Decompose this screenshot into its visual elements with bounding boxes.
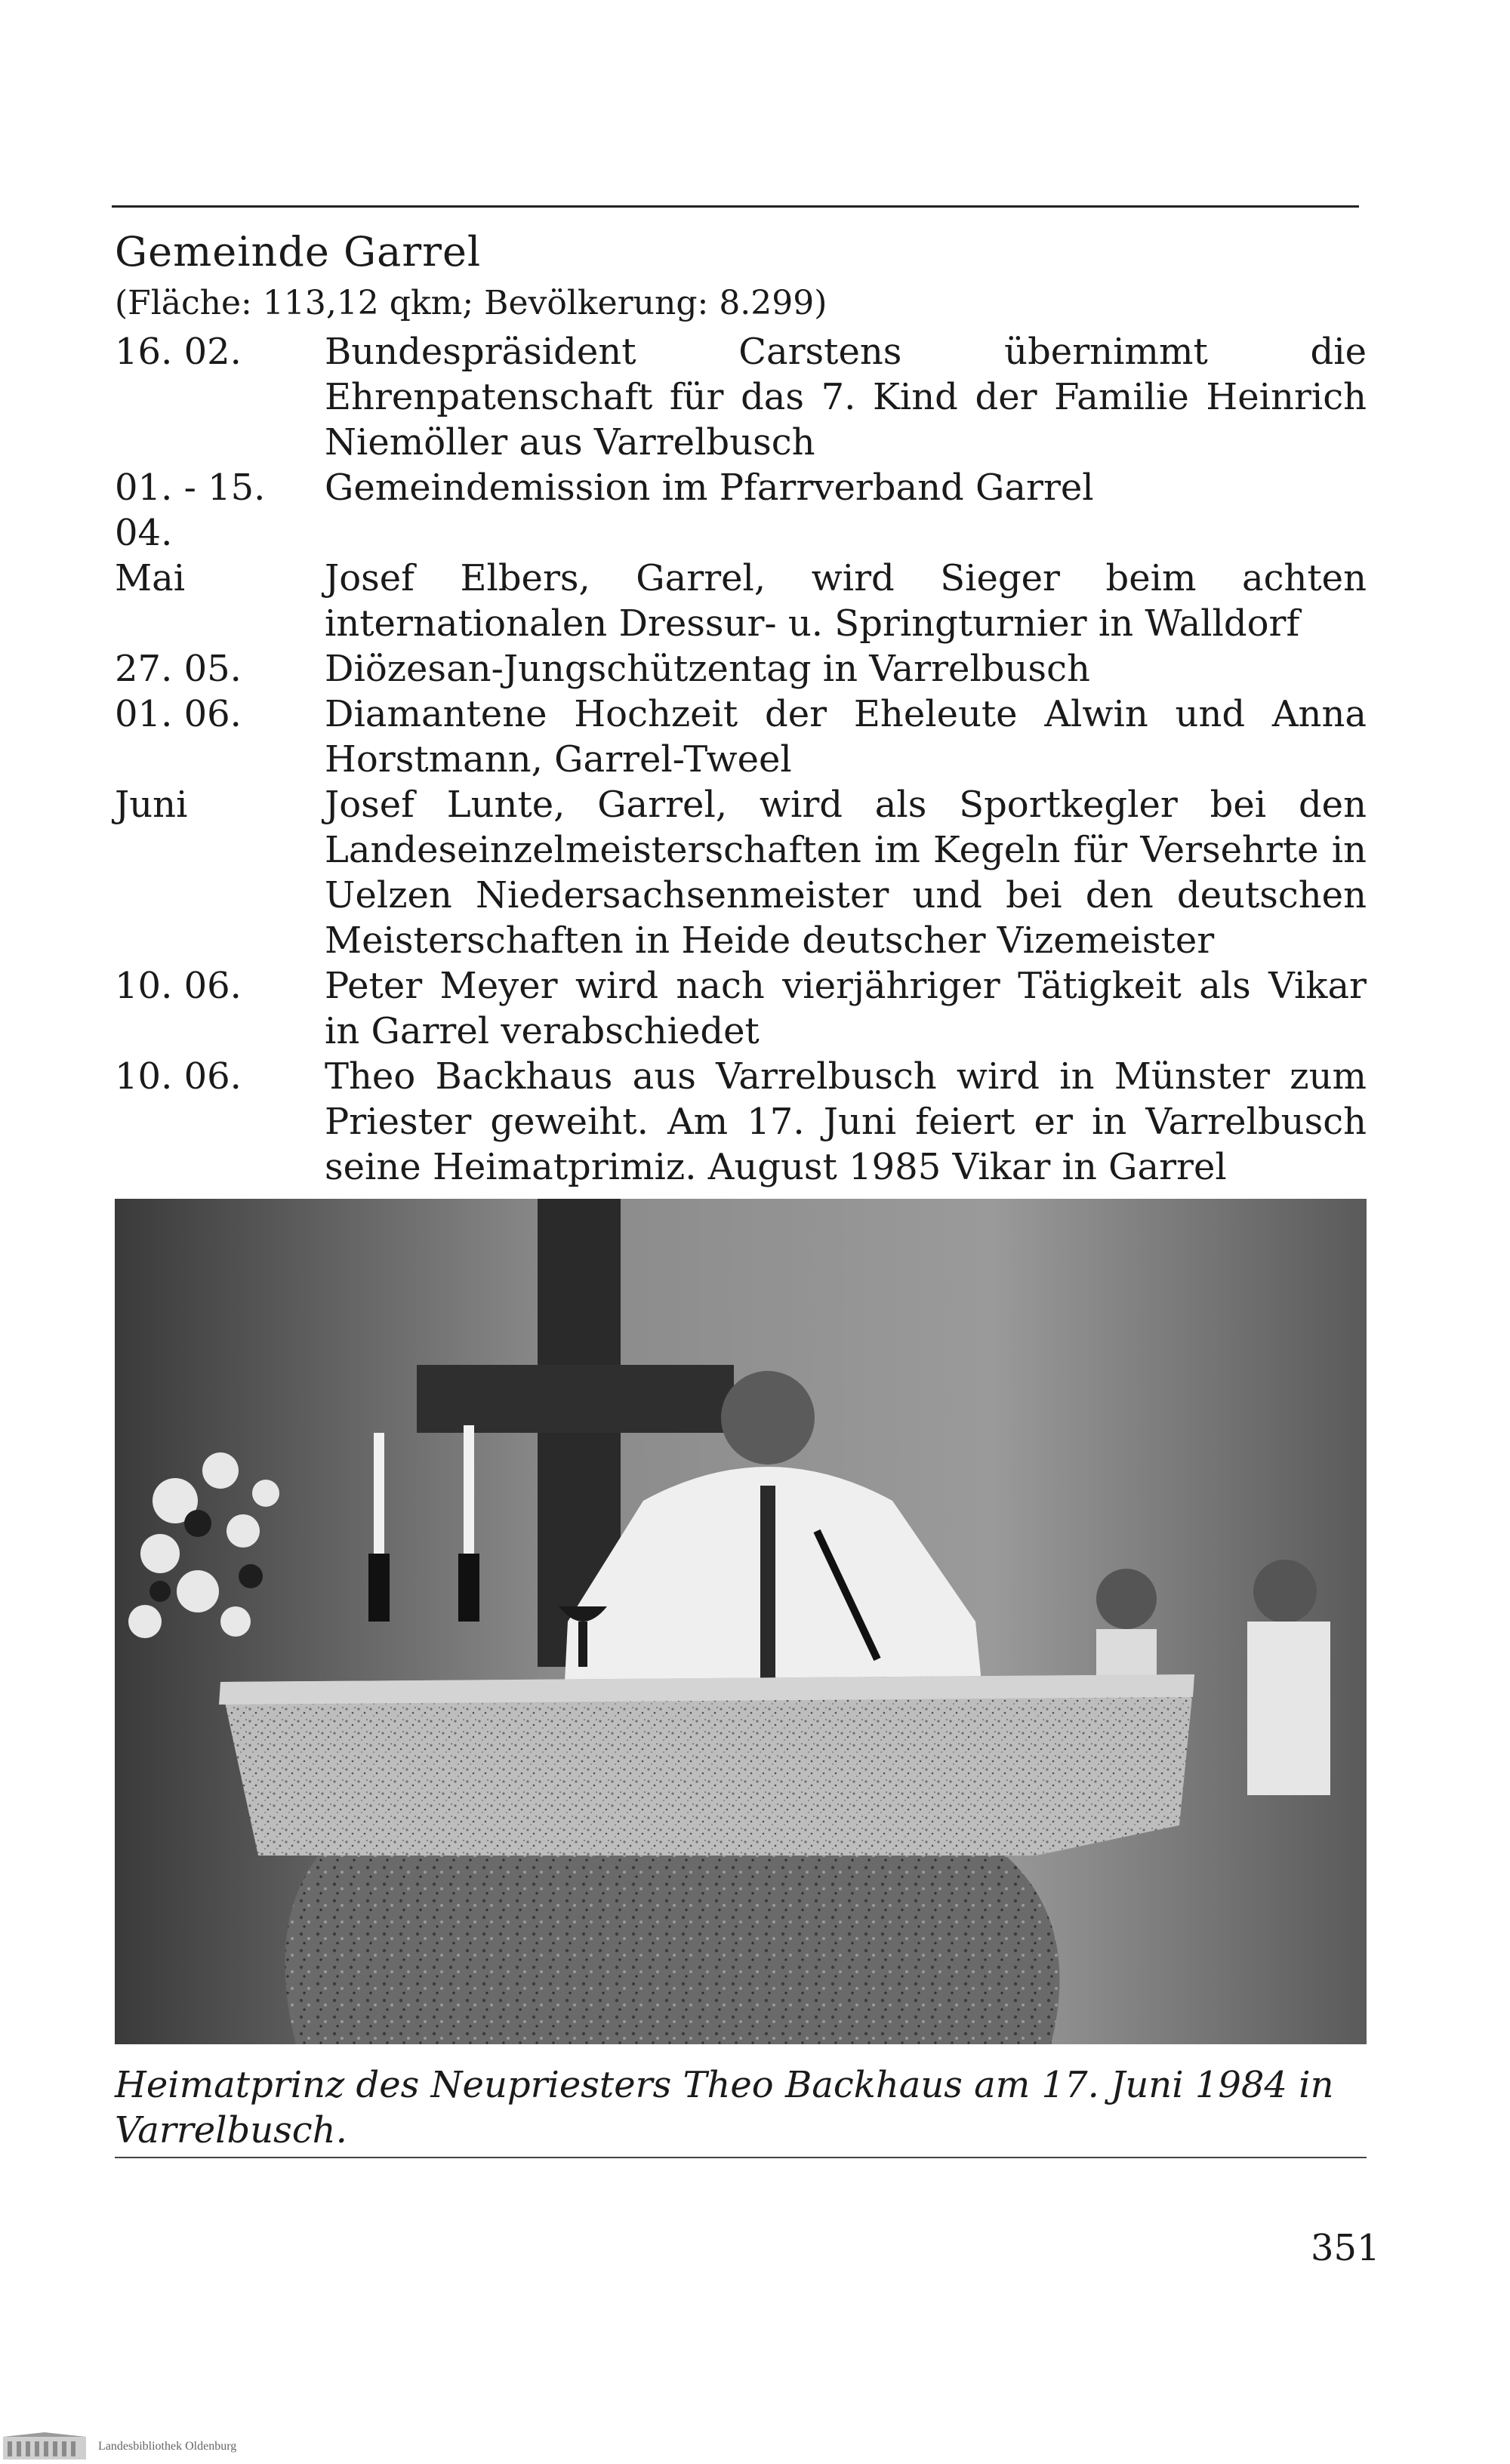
library-name: Landesbibliothek Oldenburg	[98, 2440, 237, 2453]
chronicle-entry	[115, 329, 1368, 465]
entry-text: Diözesan-Jungschützentag in Varrelbusch	[325, 648, 1090, 690]
chronicle-entry	[115, 646, 1368, 691]
entry-date: 16. 02.	[115, 331, 242, 373]
section-title: Gemeinde Garrel	[115, 228, 482, 276]
altar-photo	[115, 1199, 1367, 2044]
entry-date: 10. 06.	[115, 1055, 242, 1098]
entry-text: Theo Backhaus aus Varrelbusch wird in Münster zum Priester geweiht. Am 17. Juni feiert er in Varrelbusch seine Heimatprimiz. August 1985 Vikar in Garrel	[325, 1055, 1367, 1188]
entry-date: Juni	[115, 784, 188, 826]
entry-text: Gemeindemission im Pfarrverband Garrel	[325, 467, 1094, 509]
entry-date: 27. 05.	[115, 648, 242, 690]
chronicle-entry	[115, 1054, 1368, 1190]
entry-date: 10. 06.	[115, 965, 242, 1007]
altar-scene-illustration	[115, 1199, 1367, 2044]
chronicle-entry	[115, 782, 1368, 963]
library-logo-icon	[3, 2432, 86, 2461]
entry-text: Josef Lunte, Garrel, wird als Sportkegler bei den Landeseinzelmeisterschaften im Kegeln für Versehrte in Uelzen Niedersachsenmeister und bei den deutschen Meisterschaften in Heide deutscher Vizemeister	[325, 784, 1367, 962]
entry-text: Josef Elbers, Garrel, wird Sieger beim achten internationalen Dressur- u. Springturnier in Walldorf	[325, 557, 1367, 645]
chronicle-entries	[115, 329, 1368, 1190]
chronicle-entry	[115, 691, 1368, 782]
entry-text: Peter Meyer wird nach vierjähriger Tätigkeit als Vikar in Garrel verabschiedet	[325, 965, 1367, 1052]
entry-date: 01. - 15. 04.	[115, 467, 266, 554]
entry-text: Diamantene Hochzeit der Eheleute Alwin und Anna Horstmann, Garrel-Tweel	[325, 693, 1367, 781]
section-subtitle: (Fläche: 113,12 qkm; Bevölkerung: 8.299)	[115, 284, 827, 322]
photo-caption: Heimatprinz des Neupriesters Theo Backhaus am 17. Juni 1984 in Varrelbusch.	[115, 2064, 1334, 2151]
top-rule	[112, 205, 1359, 208]
entry-date: 01. 06.	[115, 693, 242, 735]
entry-text: Bundespräsident Carstens übernimmt die Ehrenpatenschaft für das 7. Kind der Familie Heinrich Niemöller aus Varrelbusch	[325, 331, 1367, 464]
chronicle-entry	[115, 556, 1368, 646]
page-number: 351	[1311, 2227, 1380, 2269]
chronicle-entry	[115, 963, 1368, 1054]
caption-rule	[115, 2157, 1367, 2158]
chronicle-entry	[115, 465, 1368, 556]
entry-date: Mai	[115, 557, 186, 599]
